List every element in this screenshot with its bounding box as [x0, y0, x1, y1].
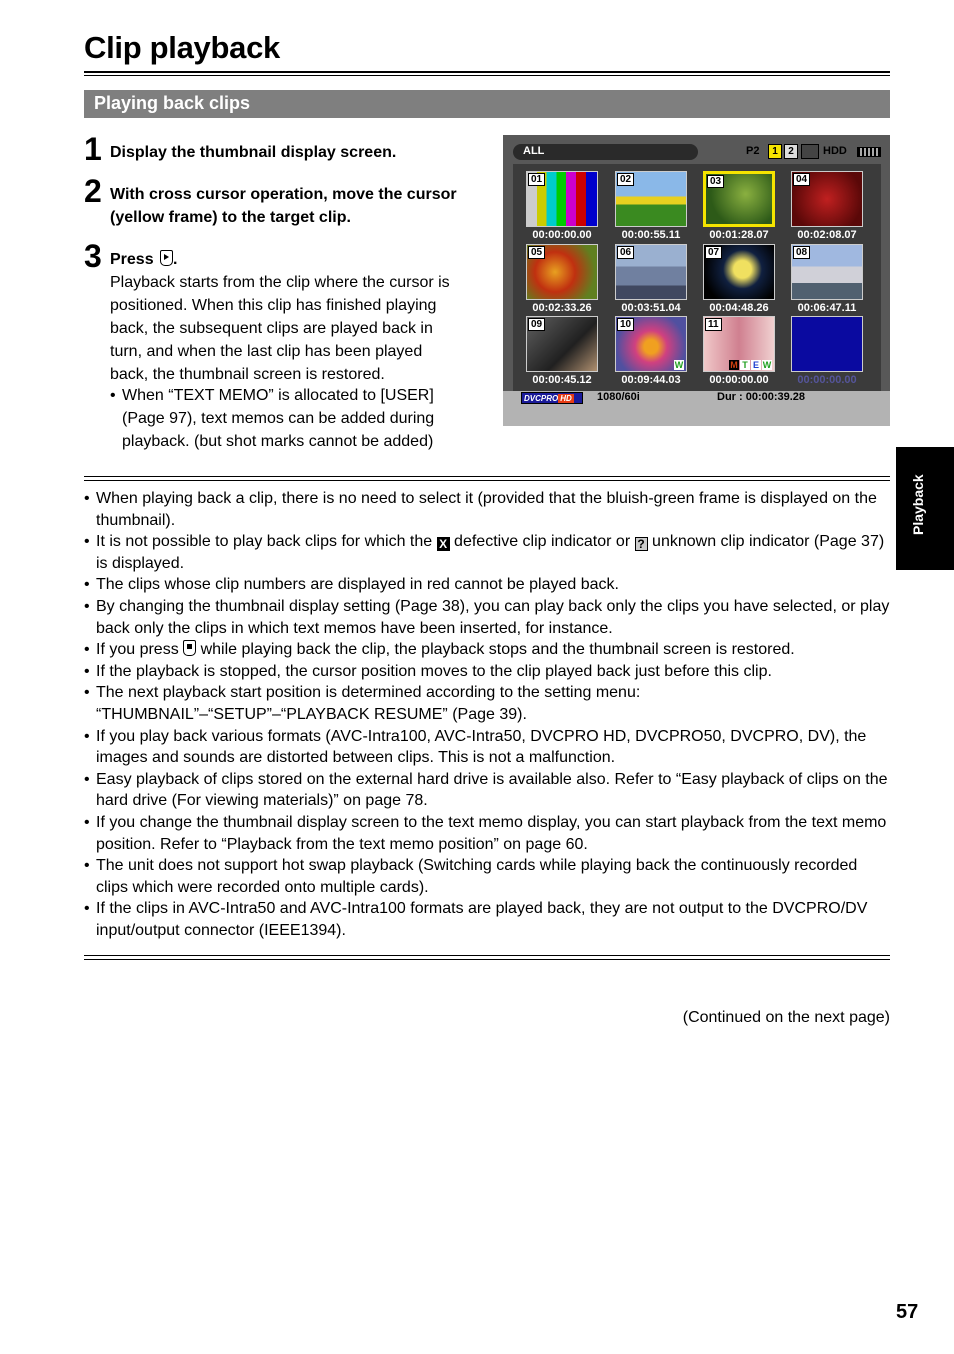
clip-timecode: 00:03:51.04: [621, 302, 681, 314]
continued-note: (Continued on the next page): [682, 1009, 890, 1026]
clip-thumbnail[interactable]: [526, 171, 598, 227]
clip-number: 04: [793, 173, 810, 186]
title-rule-thin: [84, 75, 890, 76]
note-item: • The next playback start position is determined according to the setting menu: “THUMBNAIL”–“SETUP”–“PLAYBACK RESUME” (Page 39).: [84, 682, 890, 725]
note-item: • If you press while playing back the clip, the playback stops and the thumbnail screen is restored.: [84, 639, 890, 661]
clip-mark-icon: M: [730, 360, 738, 370]
thumbnail-grid: [513, 164, 881, 391]
title-rule: [84, 71, 890, 73]
play-button-icon: [160, 250, 173, 266]
side-tab: Playback: [896, 447, 954, 570]
step-3-number: 3: [84, 238, 102, 274]
slot-2: 2: [784, 144, 798, 159]
notes-rule-bottom: [84, 955, 890, 956]
format-label: 1080/60i: [597, 391, 640, 403]
note-item: • When playing back a clip, there is no need to select it (provided that the bluish-green frame is displayed on the thumbnail).: [84, 488, 890, 531]
unknown-clip-icon: ?: [635, 537, 648, 551]
clip-thumbnail[interactable]: [615, 244, 687, 300]
clip-thumbnail[interactable]: [791, 244, 863, 300]
clip-timecode: 00:02:08.07: [797, 229, 857, 241]
note-item: • If the clips in AVC-Intra50 and AVC-Intra100 formats are played back, they are not output to the DVCPRO/DV input/output connector (IEEE1394).: [84, 898, 890, 941]
note-item: • If you change the thumbnail display screen to the text memo display, you can start playback from the text memo position. Refer to “Playback from the text memo position” on page 60.: [84, 812, 890, 855]
page-title: Clip playback: [84, 30, 280, 65]
clip-mark-icon: W: [674, 360, 684, 370]
notes-rule-top-2: [84, 480, 890, 481]
note-item: • If the playback is stopped, the cursor position moves to the clip played back just before this clip.: [84, 661, 890, 683]
battery-icon: [857, 147, 881, 157]
clip-number: 07: [705, 246, 722, 259]
clip-thumbnail[interactable]: [526, 316, 598, 372]
duration-label: Dur : 00:00:39.28: [717, 391, 806, 403]
clip-thumbnail[interactable]: [615, 171, 687, 227]
note-item: • It is not possible to play back clips for which the X defective clip indicator or ? unknown clip indicator (Page 37) is displayed.: [84, 531, 890, 574]
section-header: [84, 90, 890, 118]
step-2-text: With cross cursor operation, move the cursor (yellow frame) to the target clip.: [110, 186, 457, 226]
clip-timecode: 00:00:00.00: [709, 374, 769, 386]
stop-button-icon: [183, 640, 196, 656]
clip-thumbnail[interactable]: [526, 244, 598, 300]
clip-number: 11: [705, 318, 722, 331]
thumbnail-screen: [503, 135, 890, 426]
step-3-text: Press . Playback starts from the clip where the cursor is positioned. When this clip has finished playing back, the subsequent clips are played back in turn, and when the last clip has been played back, the thumbnail screen is restored.: [110, 251, 450, 383]
note-item: • By changing the thumbnail display setting (Page 38), you can play back only the clips you have selected, or play back only the clips in which text memos have been inserted, for instance.: [84, 596, 890, 639]
clip-thumbnail[interactable]: [703, 244, 775, 300]
note-item: • If you play back various formats (AVC-Intra100, AVC-Intra50, DVCPRO HD, DVCPRO50, DVCPRO, DV), the images and sounds are distorted between clips. This is not a malfunction.: [84, 726, 890, 769]
clip-timecode: 00:01:28.07: [709, 229, 769, 241]
clip-number: 02: [617, 173, 634, 186]
section-title: Playing back clips: [94, 93, 251, 113]
notes-rule-bottom-2: [84, 959, 890, 960]
hdd-label: HDD: [823, 145, 847, 157]
clip-number: 03: [707, 175, 724, 188]
clip-mark-icon: T: [740, 360, 750, 370]
clip-number: 01: [528, 173, 545, 186]
dvcpro-hd-badge: DVCPRO HD: [521, 392, 583, 404]
notes-rule-top: [84, 476, 890, 477]
clip-timecode: 00:00:00.00: [797, 374, 857, 386]
clip-number: 05: [528, 246, 545, 259]
clip-timecode: 00:02:33.26: [532, 302, 592, 314]
notes-list: [84, 488, 890, 941]
note-item: • The unit does not support hot swap playback (Switching cards while playing back the continuously recorded clips which were recorded onto multiple cards).: [84, 855, 890, 898]
clip-mark-icon: W: [762, 360, 772, 370]
note-item: • Easy playback of clips stored on the external hard drive is available also. Refer to “Easy playback of clips on the hard drive (For viewing materials)” on page 78.: [84, 769, 890, 812]
step-2-number: 2: [84, 173, 102, 209]
clip-timecode: 00:06:47.11: [797, 302, 857, 314]
step-3-body: Playback starts from the clip where the cursor is positioned. When this clip has finished playing back, the subsequent clips are played back in turn, and when the last clip has been played back, the thumbnail screen is restored.: [110, 274, 450, 383]
clip-mark-icon: E: [752, 360, 759, 370]
clip-thumbnail[interactable]: [703, 316, 775, 372]
step-3-bullet: • When “TEXT MEMO” is allocated to [USER] (Page 97), text memos can be added during playback. (but shot marks cannot be added): [110, 387, 435, 450]
clip-thumbnail[interactable]: [791, 171, 863, 227]
clip-timecode: 00:09:44.03: [621, 374, 681, 386]
clip-timecode: 00:00:45.12: [532, 374, 592, 386]
page-number: 57: [896, 1301, 919, 1323]
slot-1: 1: [768, 144, 782, 159]
clip-timecode: 00:04:48.26: [709, 302, 769, 314]
note-item: • The clips whose clip numbers are displayed in red cannot be played back.: [84, 574, 890, 596]
step-1-number: 1: [84, 131, 102, 167]
clip-number: 10: [617, 318, 634, 331]
p2-label: P2: [746, 145, 760, 157]
step-1-text: Display the thumbnail display screen.: [110, 144, 397, 161]
sd-card-icon: [801, 144, 819, 159]
clip-number: 08: [793, 246, 810, 259]
clip-thumbnail[interactable]: [615, 316, 687, 372]
defective-clip-icon: X: [437, 537, 450, 551]
clip-thumbnail[interactable]: [703, 171, 775, 227]
clip-timecode: 00:00:00.00: [532, 229, 592, 241]
tab-all[interactable]: ALL: [513, 144, 698, 160]
clip-number: 06: [617, 246, 634, 259]
clip-number: 09: [528, 318, 545, 331]
clip-timecode: 00:00:55.11: [621, 229, 681, 241]
clip-thumbnail[interactable]: [791, 316, 863, 372]
